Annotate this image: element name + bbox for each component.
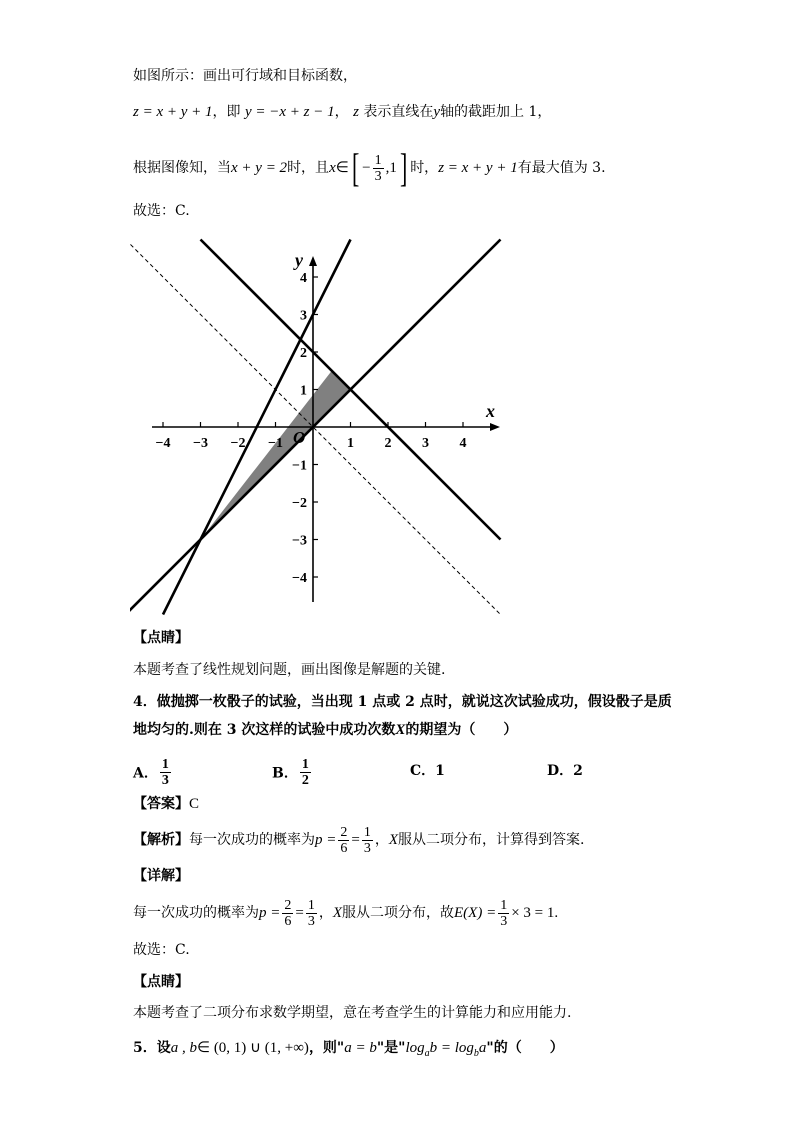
y-tick-label: −2 [292, 496, 307, 511]
y-tick-label: −3 [292, 533, 307, 549]
y-tick-label: −1 [292, 458, 307, 474]
x-tick-label: 1 [347, 436, 354, 451]
y-tick-label: 4 [300, 271, 307, 286]
x-tick-label: −3 [193, 436, 208, 451]
q4-option-b[interactable]: B． $\frac{1}{2}$ [272, 757, 309, 788]
comment1-title: 【点睛】 [133, 630, 189, 646]
comment2-text: 本题考查了二项分布求数学期望，意在考查学生的计算能力和应用能力. [133, 1005, 572, 1021]
detail-title: 【详解】 [133, 868, 189, 884]
y-tick-label: 2 [300, 346, 307, 361]
x-axis-arrow [490, 423, 500, 431]
x-tick-label: 3 [422, 436, 429, 451]
q4-option-a[interactable]: A． $\frac{1}{3}$ [133, 757, 169, 788]
y-tick-label: −4 [292, 571, 307, 586]
q5-line: 5．设a , b∈ (0, 1) ∪ (1, +∞)，则"a = b"是"$\log_ab = \log_ba$"的（ ） [133, 1040, 564, 1059]
x-axis-label: x [486, 401, 495, 421]
q4-option-d[interactable]: D．2 [547, 763, 583, 779]
x-tick-label: 2 [384, 436, 392, 451]
detail-line: 每一次成功的概率为p = $\frac{2}{6}$ = $\frac{1}{3}$ ，X服从二项分布，故E(X) = $\frac{1}{3}$ × 3 = 1. [133, 897, 559, 929]
q4-line2: 地均匀的.则在 3 次这样的试验中成功次数X的期望为（ ） [133, 722, 518, 738]
sol3-line2: z = x + y + 1，即 y = −x + z − 1， z 表示直线在y轴的截距加上 1， [133, 104, 552, 120]
y-axis-label: y [295, 250, 303, 270]
answer-line: 【答案】C [133, 796, 200, 812]
y-axis-arrow [309, 256, 317, 266]
feasible-region-graph [130, 230, 522, 620]
sol3-line3: 根据图像知，当x + y = 2时，且x∈[ − $\frac{1}{3}$ ,1] 时，z = x + y + 1有最大值为 3. [133, 145, 606, 190]
y-tick-label: 3 [300, 308, 307, 324]
fraction-a: $\frac{1}{3}$ [161, 757, 169, 788]
x-tick-label: −1 [268, 436, 283, 451]
x-tick-label: −4 [155, 436, 171, 451]
q4-line1: 4．做抛掷一枚骰子的试验，当出现 1 点或 2 点时，就说这次试验成功，假设骰子是质 [133, 694, 672, 710]
fraction-b: $\frac{1}{2}$ [301, 757, 309, 788]
sol3-choice: 故选：C. [133, 203, 190, 219]
x-tick-label: −2 [230, 436, 246, 451]
analysis-line: 【解析】每一次成功的概率为p = $\frac{2}{6}$ = $\frac{1}{3}$ ，X服从二项分布，计算得到答案. [133, 824, 585, 856]
comment1-text: 本题考查了线性规划问题，画出图像是解题的关键. [133, 662, 446, 678]
fraction-one-third: $\frac{1}{3}$ [374, 152, 382, 184]
q4-option-c[interactable]: C．1 [410, 763, 445, 779]
y-tick-label: 1 [300, 383, 307, 399]
sol3-intro: 如图所示：画出可行域和目标函数， [133, 68, 357, 84]
comment2-title: 【点睛】 [133, 974, 189, 990]
origin-label: O [293, 428, 306, 447]
x-tick-label: 4 [459, 436, 467, 451]
detail-choice: 故选：C. [133, 942, 190, 958]
